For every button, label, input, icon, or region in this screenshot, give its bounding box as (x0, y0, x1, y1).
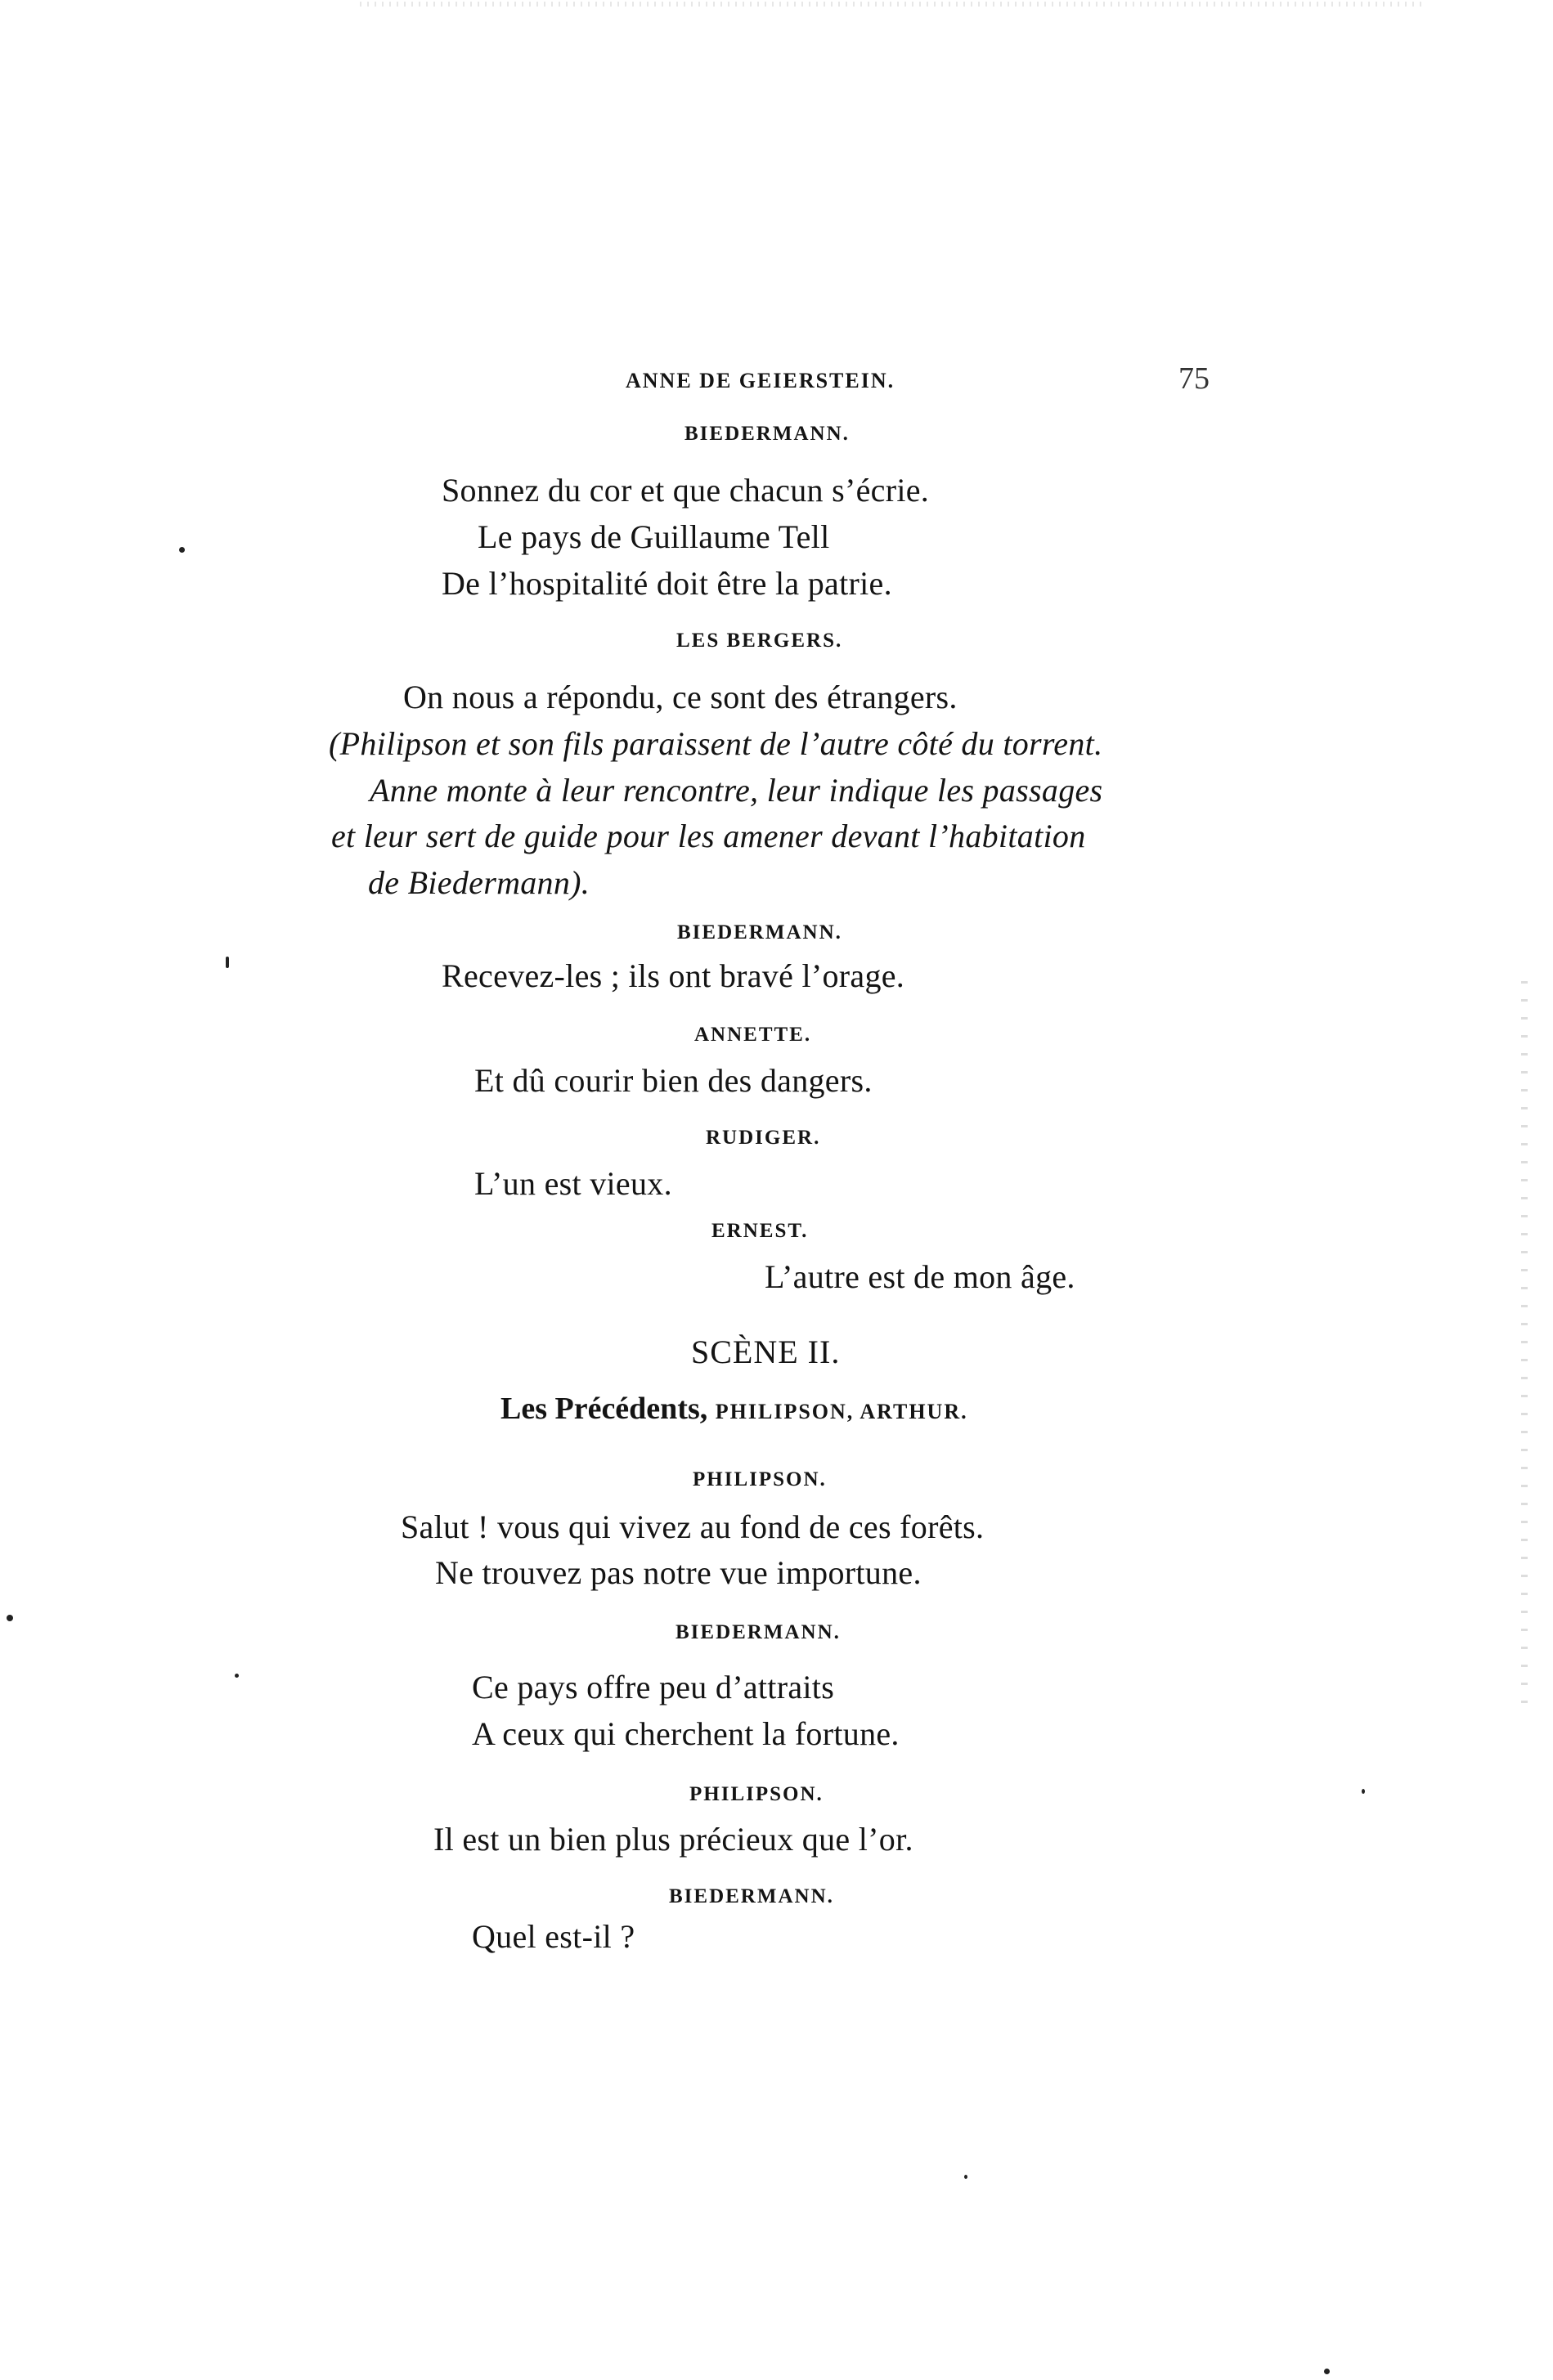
speaker-biedermann: BIEDERMANN. (669, 1885, 834, 1907)
verse-line: Quel est-il ? (472, 1918, 635, 1955)
speaker-ernest: ERNEST. (711, 1220, 809, 1242)
scene-cast (500, 1391, 968, 1427)
stage-direction-line: (Philipson et son fils paraissent de l’autre côté du torrent. (329, 725, 1103, 762)
scene-title: SCÈNE II. (691, 1333, 841, 1370)
speaker-philipson: PHILIPSON. (693, 1468, 827, 1490)
scan-speck (964, 2175, 967, 2179)
scan-speck (179, 547, 185, 553)
verse-line: Il est un bien plus précieux que l’or. (433, 1821, 913, 1858)
page-number: 75 (1178, 361, 1210, 396)
verse-line: Sonnez du cor et que chacun s’écrie. (442, 472, 930, 509)
stage-direction-line: de Biedermann). (368, 864, 590, 901)
scan-speck (7, 1615, 13, 1621)
verse-line: Salut ! vous qui vivez au fond de ces forêts. (401, 1508, 985, 1545)
verse-line: A ceux qui cherchent la fortune. (472, 1715, 900, 1752)
verse-line: Ce pays offre peu d’attraits (472, 1669, 835, 1705)
stage-direction-line: Anne monte à leur rencontre, leur indique les passages (370, 772, 1103, 809)
scan-speck (1324, 2369, 1330, 2374)
speaker-annette: ANNETTE. (694, 1024, 812, 1046)
verse-line: On nous a répondu, ce sont des étrangers. (403, 679, 958, 715)
scan-noise-top (360, 2, 1423, 7)
verse-line: Recevez-les ; ils ont bravé l’orage. (442, 957, 905, 994)
speaker-biedermann: BIEDERMANN. (684, 423, 850, 445)
verse-line: Et dû courir bien des dangers. (474, 1062, 873, 1099)
verse-line: Ne trouvez pas notre vue importune. (435, 1554, 922, 1591)
speaker-philipson: PHILIPSON. (689, 1783, 824, 1805)
verse-line: L’autre est de mon âge. (765, 1258, 1075, 1295)
speaker-rudiger: RUDIGER. (706, 1127, 821, 1149)
scan-speck (1362, 1789, 1365, 1794)
running-title: ANNE DE GEIERSTEIN. (626, 369, 895, 392)
scan-noise-edge (1521, 981, 1528, 1717)
stage-direction-line: et leur sert de guide pour les amener devant l’habitation (331, 818, 1086, 854)
scan-speck (235, 1674, 239, 1678)
scan-speck (226, 957, 229, 968)
scene-cast-lead: Les Précédents, (500, 1392, 708, 1426)
speaker-biedermann: BIEDERMANN. (676, 1621, 841, 1643)
scene-cast-names: PHILIPSON, ARTHUR. (715, 1400, 968, 1423)
verse-line: Le pays de Guillaume Tell (478, 518, 830, 555)
verse-line: L’un est vieux. (474, 1165, 672, 1202)
speaker-biedermann: BIEDERMANN. (677, 921, 842, 943)
verse-line: De l’hospitalité doit être la patrie. (442, 565, 892, 602)
speaker-les-bergers: LES BERGERS. (676, 630, 843, 652)
